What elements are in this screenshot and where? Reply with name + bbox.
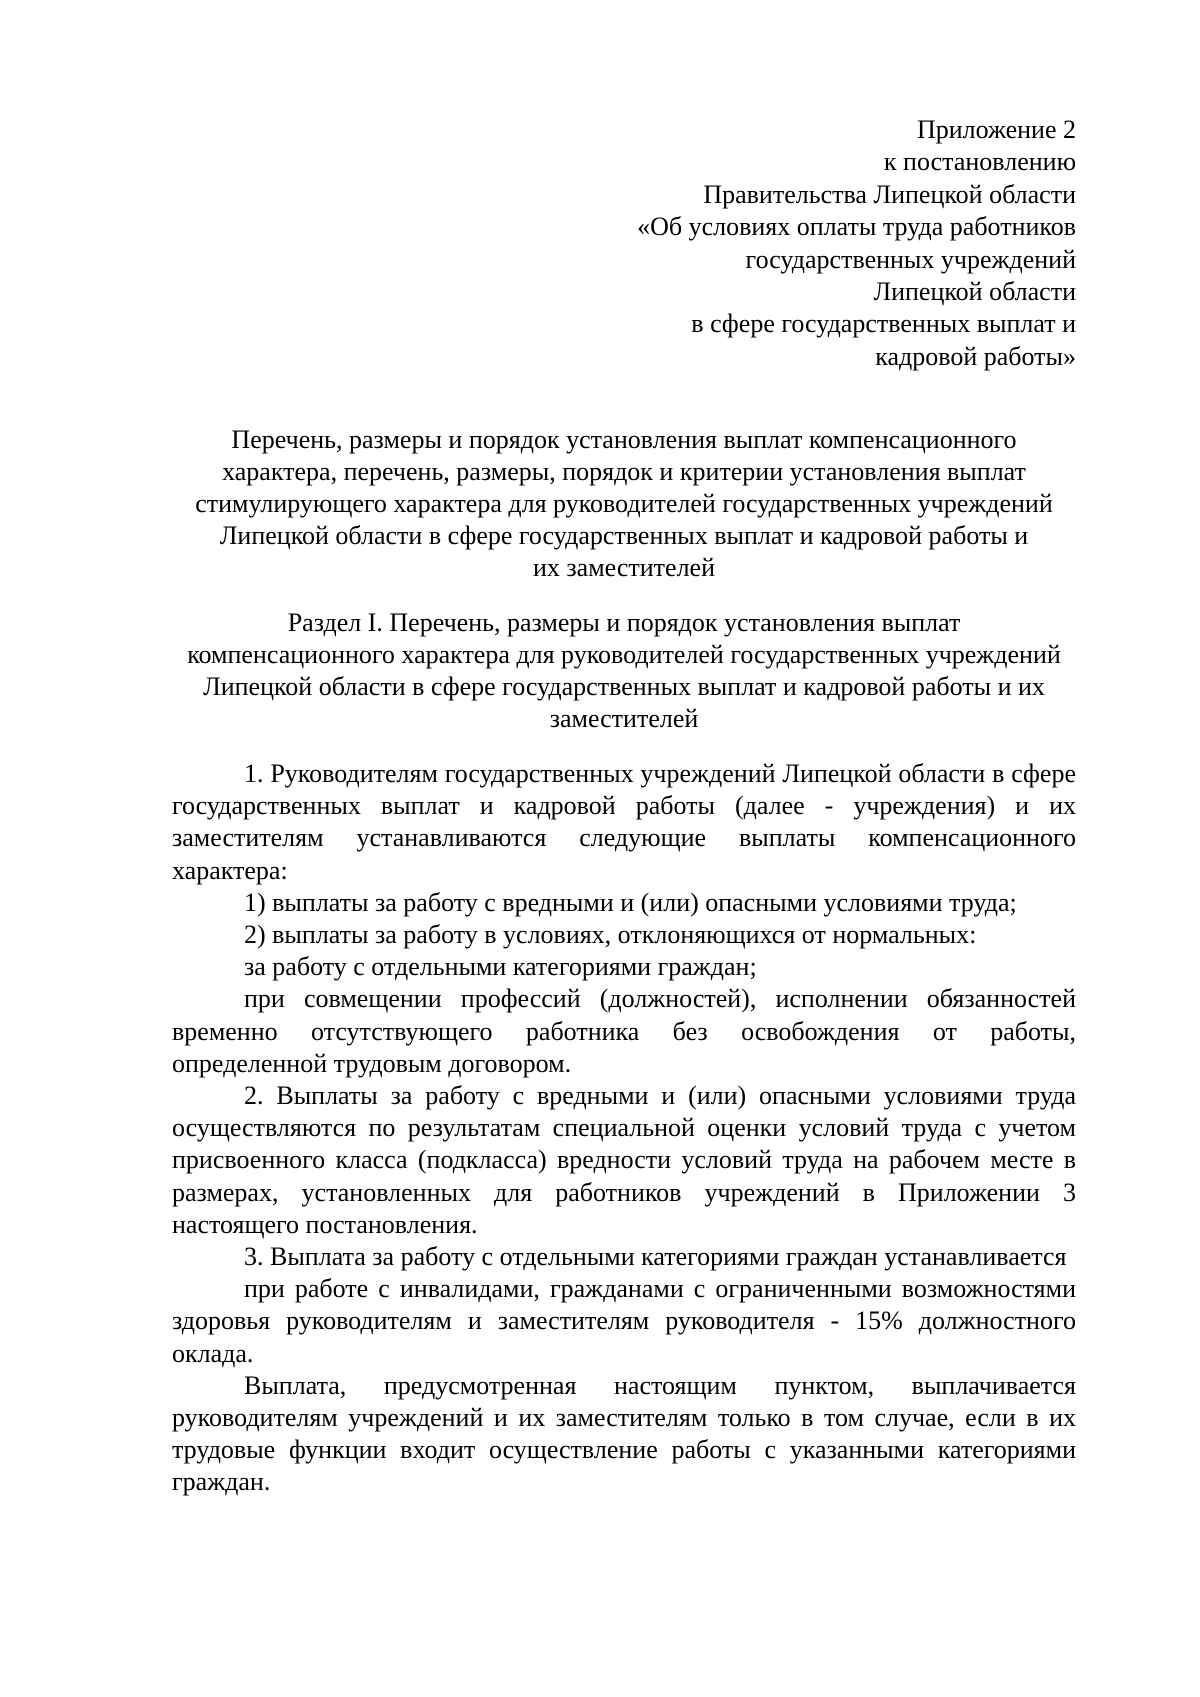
annex-line: государственных учреждений: [745, 244, 1076, 274]
paragraph: 2. Выплаты за работу с вредными и (или) опасными условиями труда осуществляются по результатам специальной оценки условий труда с учетом присвоенного класса (подкласса) вредности условий труда на рабочем месте в размерах, установленных для работников учреждений в Приложении 3 настоящего постановления.: [172, 1081, 1076, 1239]
title-line: их заместителей: [532, 553, 715, 582]
section-heading: [172, 607, 1076, 735]
paragraph: при совмещении профессий (должностей), исполнении обязанностей временно отсутствующего работника без освобождения от работы, определенной трудовым договором.: [172, 984, 1076, 1078]
paragraph: 1) выплаты за работу с вредными и (или) опасными условиями труда;: [244, 887, 1017, 917]
annex-line: к постановлению: [883, 147, 1076, 177]
annex-line: Приложение 2: [916, 115, 1076, 144]
section-heading-line: заместителей: [549, 704, 699, 733]
title-line: характера, перечень, размеры, порядок и критерии установления выплат: [222, 457, 1026, 486]
title-line: Перечень, размеры и порядок установления выплат компенсационного: [231, 425, 1017, 454]
section-heading-line: Раздел I. Перечень, размеры и порядок установления выплат: [287, 608, 961, 637]
document-body: [172, 758, 1076, 1499]
paragraph: Выплата, предусмотренная настоящим пунктом, выплачивается руководителям учреждений и их заместителям только в том случае, если в их трудовые функции входит осуществление работы с указанными категориями граждан.: [172, 1370, 1076, 1497]
annex-line: Правительства Липецкой области: [703, 179, 1076, 209]
paragraph: 1. Руководителям государственных учреждений Липецкой области в сфере государственных выплат и кадровой работы (далее - учреждения) и их заместителям устанавливаются следующие выплаты компенсационного характера:: [172, 759, 1076, 885]
title-line: Липецкой области в сфере государственных выплат и кадровой работы и: [219, 521, 1029, 550]
annex-line: «Об условиях оплаты труда работников: [637, 212, 1076, 242]
annex-header: [516, 114, 1076, 373]
paragraph: за работу с отдельными категориями граждан;: [244, 952, 757, 982]
annex-line: кадровой работы»: [875, 341, 1076, 371]
paragraph: 2) выплаты за работу в условиях, отклоняющихся от нормальных:: [244, 920, 977, 950]
section-heading-line: Липецкой области в сфере государственных выплат и кадровой работы и их: [203, 672, 1045, 701]
section-heading-line: компенсационного характера для руководителей государственных учреждений: [187, 640, 1061, 669]
paragraph: при работе с инвалидами, гражданами с ограниченными возможностями здоровья руководителям и заместителям руководителя - 15% должностного оклада.: [172, 1274, 1076, 1368]
annex-line: Липецкой области: [873, 277, 1076, 307]
title-line: стимулирующего характера для руководителей государственных учреждений: [195, 489, 1053, 518]
document-title: [172, 424, 1076, 584]
paragraph: 3. Выплата за работу с отдельными категориями граждан устанавливается: [244, 1242, 1067, 1272]
annex-line: в сфере государственных выплат и: [691, 309, 1076, 339]
